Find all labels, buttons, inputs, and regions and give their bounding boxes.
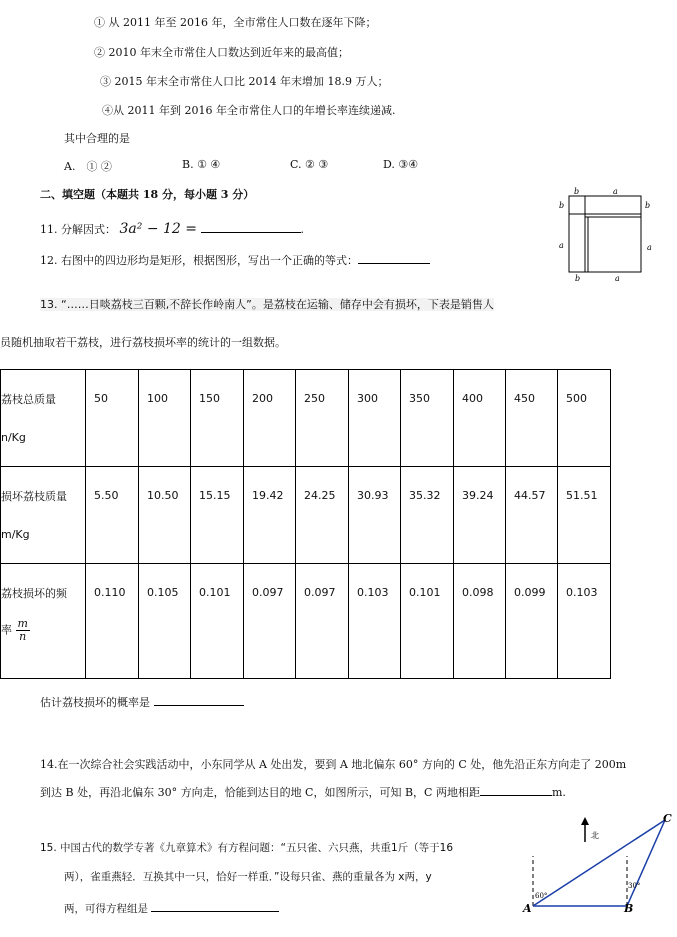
freq-cell: 0.098: [462, 586, 494, 599]
freq-cell: 0.097: [252, 586, 284, 599]
q15-line3: 两，可得方程组是: [64, 899, 279, 916]
freq-cell: 0.101: [409, 586, 441, 599]
angle-a-label: 60°: [535, 892, 548, 900]
q12-blank: [358, 251, 430, 264]
outer-rect: [569, 196, 641, 272]
n-cell: 500: [566, 392, 587, 405]
q11-suffix: .: [300, 223, 304, 236]
fraction-m-over-n: $\frac{m}{n}$: [17, 617, 28, 643]
north-label: 北: [591, 831, 599, 840]
statement-3: ③ 2015 年末全市常住人口比 2014 年末增加 18.9 万人；: [100, 75, 389, 88]
n-cell: 350: [409, 392, 430, 405]
section-2-title: 二、填空题（本题共 18 分，每小题 3 分）: [40, 188, 255, 201]
q12-text: 12. 右图中的四边形均是矩形，根据图形，写出一个正确的等式：: [40, 254, 358, 267]
m-cell: 24.25: [304, 489, 336, 502]
row-label-freq: 荔枝损坏的频 率 $\frac{m}{n}$: [1, 564, 86, 679]
point-a-label: A: [523, 902, 532, 915]
statement-4: ④从 2011 年到 2016 年全市常住人口的年增长率连续递减.: [102, 104, 396, 117]
rectangle-figure: [555, 186, 655, 286]
rect-label-a-bottom: a: [615, 274, 620, 283]
lychee-table: [0, 369, 611, 679]
q11: [40, 220, 304, 237]
question-prompt: 其中合理的是: [64, 132, 130, 145]
triangle-figure: [515, 808, 677, 920]
q11-prefix: 11. 分解因式：: [40, 223, 116, 236]
m-cell: 30.93: [357, 489, 389, 502]
q13-line1: 13. “……日啖荔枝三百颗,不辞长作岭南人”。是荔枝在运输、储存中会有损坏，下表是销售人: [40, 298, 494, 311]
m-cell: 15.15: [199, 489, 231, 502]
q14-blank: [480, 783, 552, 796]
q15-blank: [151, 899, 279, 912]
q14-line1: 14.在一次综合社会实践活动中，小东同学从 A 处出发，要到 A 地北偏东 60° 方向的 C 处，他先沿正东方向走了 200m: [40, 758, 627, 771]
n-cell: 50: [94, 392, 108, 405]
table-row-n: [1, 370, 611, 467]
m-cell: 39.24: [462, 489, 494, 502]
n-cell: 450: [514, 392, 535, 405]
q11-expr: 3a² − 12 =: [119, 221, 197, 237]
freq-cell: 0.110: [94, 586, 126, 599]
point-c-label: C: [663, 812, 672, 825]
rect-label-a-left: a: [559, 241, 564, 250]
n-cell: 150: [199, 392, 220, 405]
rect-label-b-bottom: b: [575, 274, 581, 283]
angle-b-label: 30°: [628, 882, 641, 890]
q15-line2: 两），雀重燕轻．互换其中一只，恰好一样重．”设每只雀、燕的重量各为 x两，y: [64, 871, 432, 883]
north-arrow-icon: [581, 817, 589, 825]
rect-label-b-left: b: [559, 201, 565, 210]
n-cell: 250: [304, 392, 325, 405]
n-cell: 100: [147, 392, 168, 405]
q11-blank: [201, 220, 301, 233]
q14-line2: 到达 B 处，再沿北偏东 30° 方向走，恰能到达目的地 C，如图所示，可知 B，C 两地相距 m.: [40, 783, 566, 800]
q15-line1: 15. 中国古代的数学专著《九章算术》有方程问题：“五只雀、六只燕，共重1斤（等于16: [40, 842, 454, 854]
option-a: A. ① ②: [64, 160, 112, 173]
freq-cell: 0.103: [357, 586, 389, 599]
q12: [40, 251, 430, 268]
m-cell: 35.32: [409, 489, 441, 502]
freq-cell: 0.101: [199, 586, 231, 599]
table-row-freq: [1, 564, 611, 679]
statement-2: ② 2010 年末全市常住人口数达到近年来的最高值；: [94, 46, 349, 59]
q13-blank: [154, 693, 244, 706]
freq-cell: 0.105: [147, 586, 179, 599]
q13-line2: 员随机抽取若干荔枝，进行荔枝损坏率的统计的一组数据。: [0, 336, 286, 349]
freq-cell: 0.097: [304, 586, 336, 599]
freq-cell: 0.099: [514, 586, 546, 599]
n-cell: 400: [462, 392, 483, 405]
q13-estimate: 估计荔枝损坏的概率是: [40, 693, 244, 710]
m-cell: 10.50: [147, 489, 179, 502]
statement-1: ① 从 2011 年至 2016 年，全市常住人口数在逐年下降；: [94, 16, 377, 29]
option-d: D. ③④: [383, 158, 419, 171]
n-cell: 200: [252, 392, 273, 405]
freq-cell: 0.103: [566, 586, 598, 599]
option-c: C. ② ③: [290, 158, 329, 171]
m-cell: 5.50: [94, 489, 119, 502]
table-row-m: [1, 467, 611, 564]
option-b: B. ① ④: [182, 158, 221, 171]
rect-label-a-right: a: [647, 243, 652, 252]
row-label-m: 损坏荔枝质量 m/Kg: [1, 467, 86, 564]
m-cell: 19.42: [252, 489, 284, 502]
point-b-label: B: [624, 902, 634, 915]
row-label-n: 荔枝总质量 n/Kg: [1, 370, 86, 467]
m-cell: 51.51: [566, 489, 598, 502]
rect-label-a-top: a: [613, 187, 618, 196]
rect-label-b-right: b: [645, 201, 651, 210]
n-cell: 300: [357, 392, 378, 405]
rect-label-b-top: b: [574, 187, 580, 196]
m-cell: 44.57: [514, 489, 546, 502]
